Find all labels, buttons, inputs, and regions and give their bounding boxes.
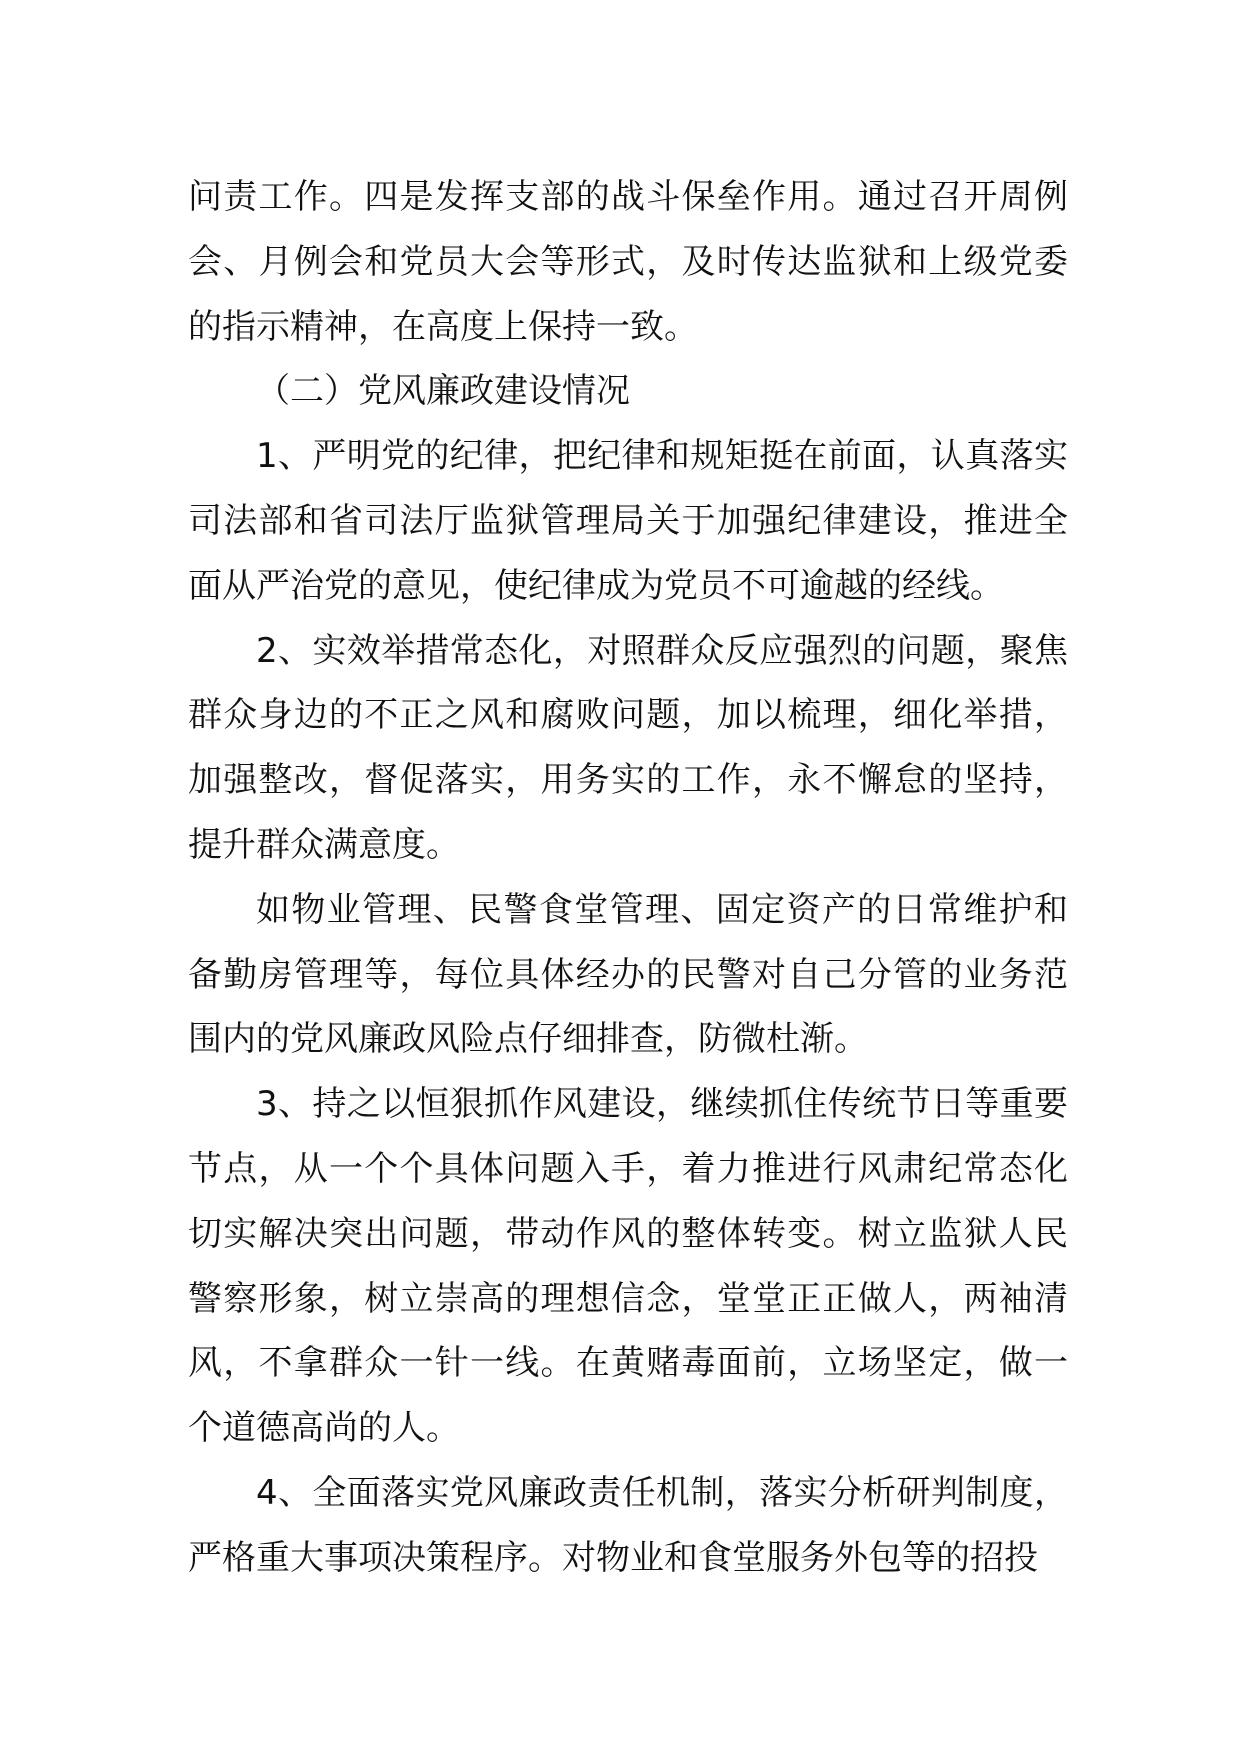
paragraph-item-3: 3、持之以恒狠抓作风建设，继续抓住传统节日等重要节点，从一个个具体问题入手，着力推进行风肃纪常态化切实解决突出问题，带动作风的整体转变。树立监狱人民警察形象，树立崇高的理想信念，堂堂正正做人，两袖清风，不拿群众一针一线。在黄赌毒面前，立场坚定，做一个道德高尚的人。 (188, 1084, 1068, 1449)
paragraph-item-1: 1、严明党的纪律，把纪律和规矩挺在前面，认真落实司法部和省司法厅监狱管理局关于加强纪律建设，推进全面从严治党的意见，使纪律成为党员不可逾越的经线。 (188, 436, 1068, 606)
paragraph-1: 问责工作。四是发挥支部的战斗保垒作用。通过召开周例会、月例会和党员大会等形式，及时传达监狱和上级党委的指示精神，在高度上保持一致。 (188, 177, 1068, 347)
section-heading: （二）党风廉政建设情况 (256, 371, 630, 412)
paragraph-item-4: 4、全面落实党风廉政责任机制，落实分析研判制度，严格重大事项决策程序。对物业和食堂服务外包等的招投 (188, 1472, 1068, 1578)
document-body (188, 165, 1068, 1591)
paragraph-item-2: 2、实效举措常态化，对照群众反应强烈的问题，聚焦群众身边的不正之风和腐败问题，加以梳理，细化举措，加强整改，督促落实，用务实的工作，永不懈怠的坚持，提升群众满意度。 (188, 630, 1068, 865)
paragraph-example: 如物业管理、民警食堂管理、固定资产的日常维护和备勤房管理等，每位具体经办的民警对自己分管的业务范围内的党风廉政风险点仔细排查，防微杜渐。 (188, 889, 1068, 1060)
